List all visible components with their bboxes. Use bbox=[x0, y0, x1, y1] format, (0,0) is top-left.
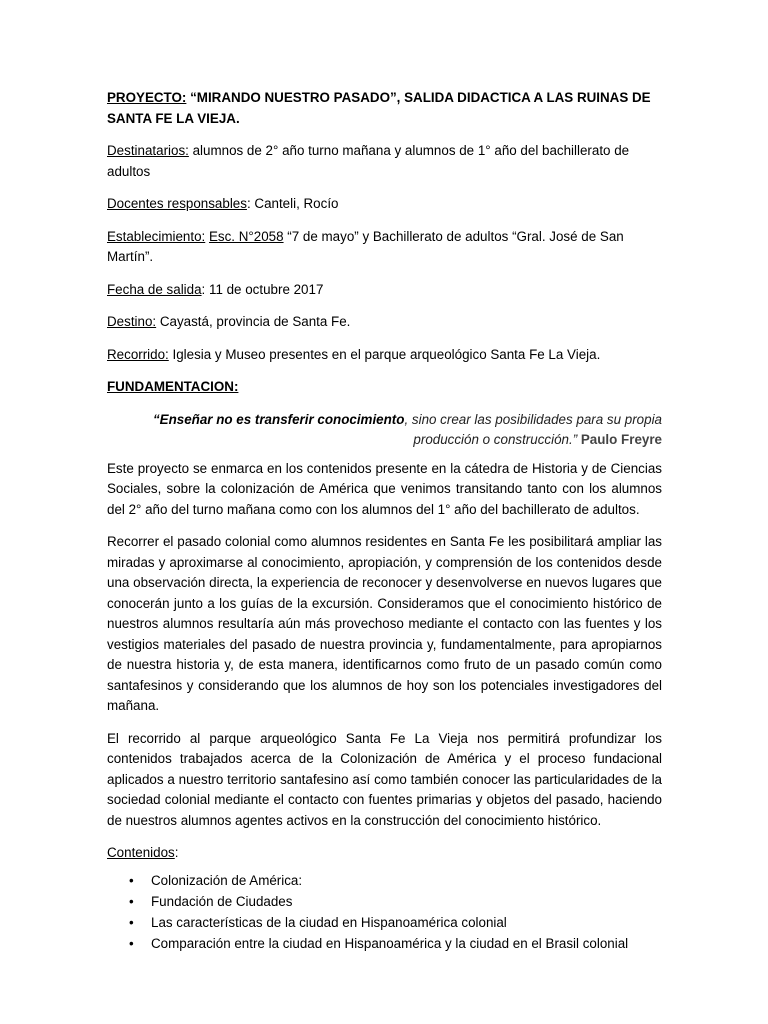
destino-value: Cayastá, provincia de Santa Fe. bbox=[156, 314, 351, 329]
establecimiento-value: “7 de mayo” y Bachillerato de adultos “Gral. José de San Martín”. bbox=[107, 228, 624, 264]
destinatarios-row bbox=[107, 141, 662, 182]
destino-row bbox=[107, 312, 662, 333]
establecimiento-link: Esc. N°2058 bbox=[208, 228, 284, 244]
list-item: • Colonización de América: bbox=[151, 870, 662, 891]
recorrido-value: Iglesia y Museo presentes en el parque arqueológico Santa Fe La Vieja. bbox=[168, 346, 601, 362]
establecimiento-label: Establecimiento: bbox=[107, 228, 206, 244]
destinatarios-label: Destinatarios: bbox=[107, 143, 189, 158]
recorrido-label: Recorrido: bbox=[107, 346, 169, 362]
establecimiento-row bbox=[107, 227, 662, 268]
document-page bbox=[107, 88, 662, 954]
proyecto-value: “MIRANDO NUESTRO PASADO”, SALIDA DIDACTICA A LAS RUINAS DE SANTA FE LA VIEJA. bbox=[107, 90, 651, 126]
contenidos-heading-row bbox=[107, 843, 662, 864]
project-title bbox=[107, 88, 662, 129]
paragraph-3: El recorrido al parque arqueológico Santa Fe La Vieja nos permitirá profundizar los contenidos trabajados acerca de la Colonización de América y el proceso fundacional aplicados a nuestro territorio santafesino así como también conocer las particularidades de la sociedad colonial mediante el contacto con fuentes primarias y objetos del pasado, haciendo de nuestros alumnos agentes activos en la construcción del conocimiento histórico. bbox=[107, 730, 662, 828]
docentes-value: : Canteli, Rocío bbox=[246, 196, 339, 211]
list-item: • Las características de la ciudad en Hispanoamérica colonial bbox=[151, 912, 662, 933]
fecha-row bbox=[107, 280, 662, 301]
paragraph-2: Recorrer el pasado colonial como alumnos residentes en Santa Fe les posibilitará ampliar las miradas y aproximarse al conocimiento, apropiación, y comprensión de los contenidos desde una observación directa, la experiencia de reconocer y desenvolverse en nuevos lugares que conocerán junto a los guías de la excursión. Consideramos que el conocimiento histórico de nuestros alumnos resultaría aún más provechoso mediante el contacto con las fuentes y los vestigios materiales del pasado de nuestra provincia y, fundamentalmente, para apropiarnos de nuestra historia y, de esta manera, identificarnos como fruto de un pasado común como santafesinos y considerando que los alumnos de hoy son los potenciales investigadores del mañana. bbox=[107, 534, 662, 713]
quote-author: Paulo Freyre bbox=[577, 432, 662, 447]
contenidos-heading: Contenidos bbox=[107, 845, 175, 860]
quote-bold: “Enseñar no es transferir conocimiento bbox=[152, 411, 405, 427]
recorrido-row bbox=[107, 345, 662, 366]
docentes-label: Docentes responsables bbox=[107, 196, 247, 211]
proyecto-label: PROYECTO: bbox=[107, 90, 187, 105]
list-item: • Comparación entre la ciudad en Hispanoamérica y la ciudad en el Brasil colonial bbox=[151, 933, 662, 954]
destinatarios-value: alumnos de 2° año turno mañana y alumnos de 1° año del bachillerato de adultos bbox=[107, 143, 630, 179]
contenidos-colon: : bbox=[174, 845, 179, 860]
list-item: • Fundación de Ciudades bbox=[151, 891, 662, 912]
destino-label: Destino: bbox=[107, 314, 157, 329]
paragraph-1: Este proyecto se enmarca en los contenidos presente en la cátedra de Historia y de Ciencias Sociales, sobre la colonización de América que venimos transitando tanto con los alumnos del 2° año del turno mañana como con los alumnos del 1° año del bachillerato de adultos. bbox=[107, 460, 662, 517]
fecha-value: : 11 de octubre 2017 bbox=[201, 281, 324, 297]
fecha-label: Fecha de salida bbox=[107, 281, 202, 297]
quote-rest: , sino crear las posibilidades para su propia producción o construcción.” bbox=[404, 411, 662, 447]
contenidos-list bbox=[107, 870, 662, 954]
fundamentacion-heading: FUNDAMENTACION: bbox=[107, 379, 239, 394]
docentes-row bbox=[107, 194, 662, 215]
quote-block bbox=[107, 410, 662, 451]
